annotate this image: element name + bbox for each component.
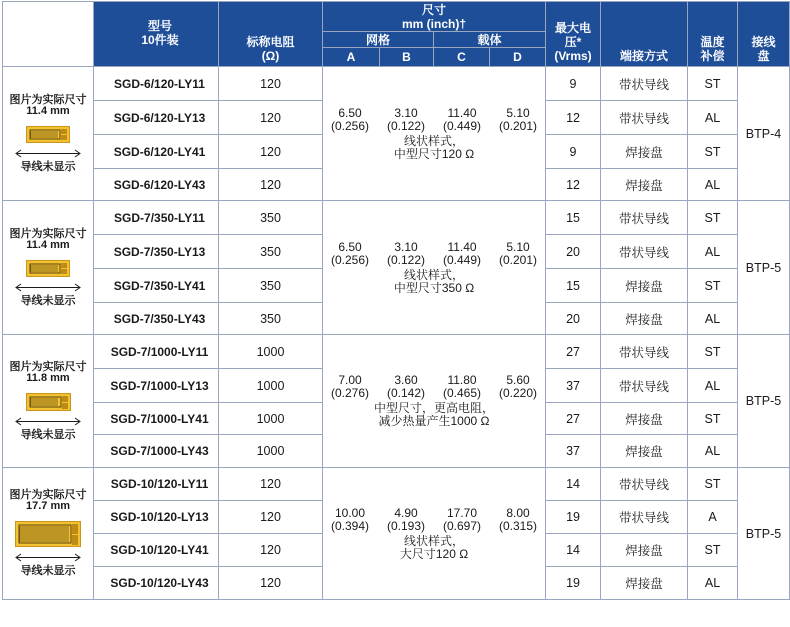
dim-a-inch: (0.256) <box>331 252 370 267</box>
temp-comp-cell: A <box>688 501 738 534</box>
temp-comp-cell: AL <box>688 567 738 600</box>
dim-a: 6.50 <box>338 105 362 120</box>
connector-cell: BTP-4 <box>738 67 790 201</box>
style-note-line2: 中型尺寸120 Ω <box>393 146 475 161</box>
lead-note: 导线未显示 <box>20 160 76 173</box>
voltage-cell: 15 <box>546 269 601 303</box>
termination-cell: 带状导线 <box>601 67 688 101</box>
termination-cell: 焊接盘 <box>601 403 688 435</box>
header-carrier: 载体 <box>434 32 546 48</box>
voltage-cell: 9 <box>546 135 601 169</box>
voltage-cell: 20 <box>546 303 601 335</box>
temp-comp-cell: AL <box>688 235 738 269</box>
dim-b: 4.90 <box>394 505 418 520</box>
voltage-cell: 27 <box>546 335 601 369</box>
dim-d-inch: (0.220) <box>499 386 538 400</box>
dim-d: 5.10 <box>506 105 530 120</box>
header-termination <box>601 2 688 67</box>
model-cell: SGD-10/120-LY11 <box>94 468 219 501</box>
resistance-cell: 120 <box>219 135 323 169</box>
resistance-cell: 1000 <box>219 335 323 369</box>
table-header <box>3 2 790 67</box>
header-resistance <box>219 2 323 67</box>
style-note-line1: 线状样式， <box>404 267 465 282</box>
temp-comp-cell: AL <box>688 435 738 468</box>
header-col-d: D <box>490 48 546 67</box>
double-arrow-icon <box>13 553 83 562</box>
model-cell: SGD-10/120-LY41 <box>94 534 219 567</box>
dim-c: 11.40 <box>447 105 477 120</box>
temp-comp-cell: ST <box>688 534 738 567</box>
dim-c: 17.70 <box>447 505 478 520</box>
resistance-cell: 1000 <box>219 369 323 403</box>
dim-d: 8.00 <box>506 505 530 520</box>
connector-cell: BTP-5 <box>738 468 790 600</box>
dim-a: 6.50 <box>338 239 362 254</box>
voltage-cell: 12 <box>546 169 601 201</box>
dim-a: 7.00 <box>338 373 362 387</box>
image-caption: 图片为实际尺寸 <box>9 93 87 106</box>
style-note-line2: 大尺寸120 Ω <box>399 546 469 561</box>
dim-a-inch: (0.394) <box>331 518 370 533</box>
dim-c: 11.80 <box>447 373 477 387</box>
dim-d: 5.10 <box>506 239 530 254</box>
lead-note: 导线未显示 <box>20 428 76 441</box>
voltage-cell: 37 <box>546 435 601 468</box>
resistance-cell: 120 <box>219 101 323 135</box>
dim-b: 3.10 <box>394 105 418 120</box>
image-size: 11.4 mm <box>26 238 70 251</box>
termination-cell: 带状导线 <box>601 201 688 235</box>
style-note-line1: 线状样式， <box>404 533 465 548</box>
resistance-cell: 350 <box>219 235 323 269</box>
model-cell: SGD-6/120-LY41 <box>94 135 219 169</box>
dimensions-cell <box>323 67 546 201</box>
resistance-cell: 350 <box>219 269 323 303</box>
strain-gauge-table <box>2 1 790 600</box>
dim-c-inch: (0.449) <box>443 252 482 267</box>
header-grid: 网格 <box>323 32 434 48</box>
dim-c-inch: (0.465) <box>443 386 482 400</box>
double-arrow-icon <box>13 149 83 158</box>
header-dimensions-label: 尺寸 <box>422 2 447 17</box>
dim-a-inch: (0.256) <box>331 118 370 133</box>
gauge-image-cell <box>3 67 94 201</box>
termination-cell: 带状导线 <box>601 101 688 135</box>
resistance-cell: 1000 <box>219 403 323 435</box>
model-cell: SGD-7/1000-LY43 <box>94 435 219 468</box>
header-model-label: 型号 <box>147 18 172 33</box>
style-note-line1: 中型尺寸，更高电阻， <box>374 401 495 415</box>
dim-a: 10.00 <box>335 505 366 520</box>
dim-c-inch: (0.449) <box>443 118 482 133</box>
table-row <box>3 201 790 235</box>
model-cell: SGD-7/350-LY43 <box>94 303 219 335</box>
style-note-line2: 减少热量产生1000 Ω <box>378 414 490 428</box>
resistance-cell: 120 <box>219 567 323 600</box>
model-cell: SGD-6/120-LY43 <box>94 169 219 201</box>
temp-comp-cell: ST <box>688 201 738 235</box>
voltage-cell: 14 <box>546 534 601 567</box>
dimension-values <box>325 241 543 267</box>
header-dimensions-unit: mm (inch)† <box>402 16 467 31</box>
termination-cell: 焊接盘 <box>601 567 688 600</box>
resistance-cell: 120 <box>219 501 323 534</box>
gauge-image-cell <box>3 468 94 600</box>
dimensions-cell <box>323 201 546 335</box>
strain-gauge-icon <box>26 260 70 277</box>
temp-comp-cell: AL <box>688 169 738 201</box>
dim-a-inch: (0.276) <box>331 386 370 400</box>
image-size: 11.8 mm <box>26 371 70 384</box>
model-cell: SGD-7/350-LY13 <box>94 235 219 269</box>
dimension-values <box>325 374 543 400</box>
termination-cell: 带状导线 <box>601 235 688 269</box>
table-body <box>3 67 790 600</box>
header-model <box>94 2 219 67</box>
voltage-cell: 19 <box>546 501 601 534</box>
model-cell: SGD-7/350-LY11 <box>94 201 219 235</box>
model-cell: SGD-10/120-LY43 <box>94 567 219 600</box>
termination-cell: 带状导线 <box>601 369 688 403</box>
temp-comp-cell: ST <box>688 67 738 101</box>
table-row <box>3 335 790 369</box>
voltage-cell: 27 <box>546 403 601 435</box>
strain-gauge-icon <box>26 393 71 411</box>
connector-cell: BTP-5 <box>738 335 790 468</box>
style-note-line1: 线状样式， <box>404 133 465 148</box>
termination-cell: 带状导线 <box>601 335 688 369</box>
termination-cell: 焊接盘 <box>601 169 688 201</box>
style-note-line2: 中型尺寸350 Ω <box>393 280 475 295</box>
termination-cell: 焊接盘 <box>601 534 688 567</box>
table-row <box>3 468 790 501</box>
header-resistance-unit: (Ω) <box>261 49 280 63</box>
dim-b-inch: (0.122) <box>387 252 426 267</box>
dim-b-inch: (0.142) <box>387 386 426 400</box>
dimensions-cell <box>323 335 546 468</box>
temp-comp-cell: ST <box>688 269 738 303</box>
image-caption: 图片为实际尺寸 <box>9 227 87 240</box>
image-caption: 图片为实际尺寸 <box>9 489 87 501</box>
temp-comp-cell: AL <box>688 101 738 135</box>
dim-d-inch: (0.315) <box>499 518 538 533</box>
image-size: 11.4 mm <box>26 104 70 117</box>
dim-d-inch: (0.201) <box>499 252 538 267</box>
header-connector <box>738 2 790 67</box>
header-connector-label: 接线盘 <box>751 35 776 63</box>
resistance-cell: 120 <box>219 534 323 567</box>
header-col-a: A <box>323 48 380 67</box>
voltage-cell: 15 <box>546 201 601 235</box>
temp-comp-cell: AL <box>688 303 738 335</box>
model-cell: SGD-7/1000-LY11 <box>94 335 219 369</box>
termination-cell: 焊接盘 <box>601 135 688 169</box>
dim-b-inch: (0.122) <box>387 118 426 133</box>
temp-comp-cell: ST <box>688 335 738 369</box>
model-cell: SGD-10/120-LY13 <box>94 501 219 534</box>
dim-d-inch: (0.201) <box>499 118 538 133</box>
model-cell: SGD-7/350-LY41 <box>94 269 219 303</box>
header-image-spacer <box>3 2 94 67</box>
voltage-cell: 37 <box>546 369 601 403</box>
header-termination-label: 端接方式 <box>620 49 669 63</box>
header-col-c: C <box>434 48 490 67</box>
temp-comp-cell: ST <box>688 468 738 501</box>
temp-comp-cell: ST <box>688 403 738 435</box>
resistance-cell: 350 <box>219 201 323 235</box>
resistance-cell: 1000 <box>219 435 323 468</box>
dim-b-inch: (0.193) <box>387 518 426 533</box>
dimensions-cell <box>323 468 546 600</box>
header-voltage-unit: (Vrms) <box>554 49 592 63</box>
dim-c: 11.40 <box>447 239 477 254</box>
lead-note: 导线未显示 <box>20 565 76 577</box>
dim-b: 3.60 <box>394 373 418 387</box>
voltage-cell: 12 <box>546 101 601 135</box>
lead-note: 导线未显示 <box>20 294 76 307</box>
double-arrow-icon <box>13 283 83 292</box>
dim-d: 5.60 <box>506 373 530 387</box>
dim-c-inch: (0.697) <box>443 518 482 533</box>
voltage-cell: 9 <box>546 67 601 101</box>
table-row <box>3 67 790 101</box>
dimension-values <box>325 107 543 133</box>
header-col-b: B <box>380 48 434 67</box>
termination-cell: 带状导线 <box>601 501 688 534</box>
resistance-cell: 120 <box>219 468 323 501</box>
termination-cell: 焊接盘 <box>601 435 688 468</box>
model-cell: SGD-7/1000-LY41 <box>94 403 219 435</box>
gauge-image-cell <box>3 335 94 468</box>
dimension-values <box>325 507 543 533</box>
header-temp-comp <box>688 2 738 67</box>
header-resistance-label: 标称电阻 <box>246 35 295 49</box>
voltage-cell: 14 <box>546 468 601 501</box>
resistance-cell: 350 <box>219 303 323 335</box>
termination-cell: 带状导线 <box>601 468 688 501</box>
termination-cell: 焊接盘 <box>601 269 688 303</box>
model-cell: SGD-7/1000-LY13 <box>94 369 219 403</box>
strain-gauge-icon <box>26 126 70 143</box>
image-size: 17.7 mm <box>25 500 71 512</box>
dim-b: 3.10 <box>394 239 418 254</box>
temp-comp-cell: ST <box>688 135 738 169</box>
resistance-cell: 120 <box>219 169 323 201</box>
header-model-sub: 10件装 <box>141 32 179 47</box>
temp-comp-cell: AL <box>688 369 738 403</box>
termination-cell: 焊接盘 <box>601 303 688 335</box>
voltage-cell: 19 <box>546 567 601 600</box>
double-arrow-icon <box>13 417 83 426</box>
image-caption: 图片为实际尺寸 <box>9 360 87 373</box>
model-cell: SGD-6/120-LY11 <box>94 67 219 101</box>
voltage-cell: 20 <box>546 235 601 269</box>
header-temp-comp-label: 温度补偿 <box>700 35 725 63</box>
resistance-cell: 120 <box>219 67 323 101</box>
header-voltage <box>546 2 601 67</box>
strain-gauge-icon <box>15 521 81 547</box>
header-dimensions <box>323 2 546 32</box>
gauge-image-cell <box>3 201 94 335</box>
connector-cell: BTP-5 <box>738 201 790 335</box>
model-cell: SGD-6/120-LY13 <box>94 101 219 135</box>
header-voltage-label: 最大电压* <box>555 21 592 49</box>
